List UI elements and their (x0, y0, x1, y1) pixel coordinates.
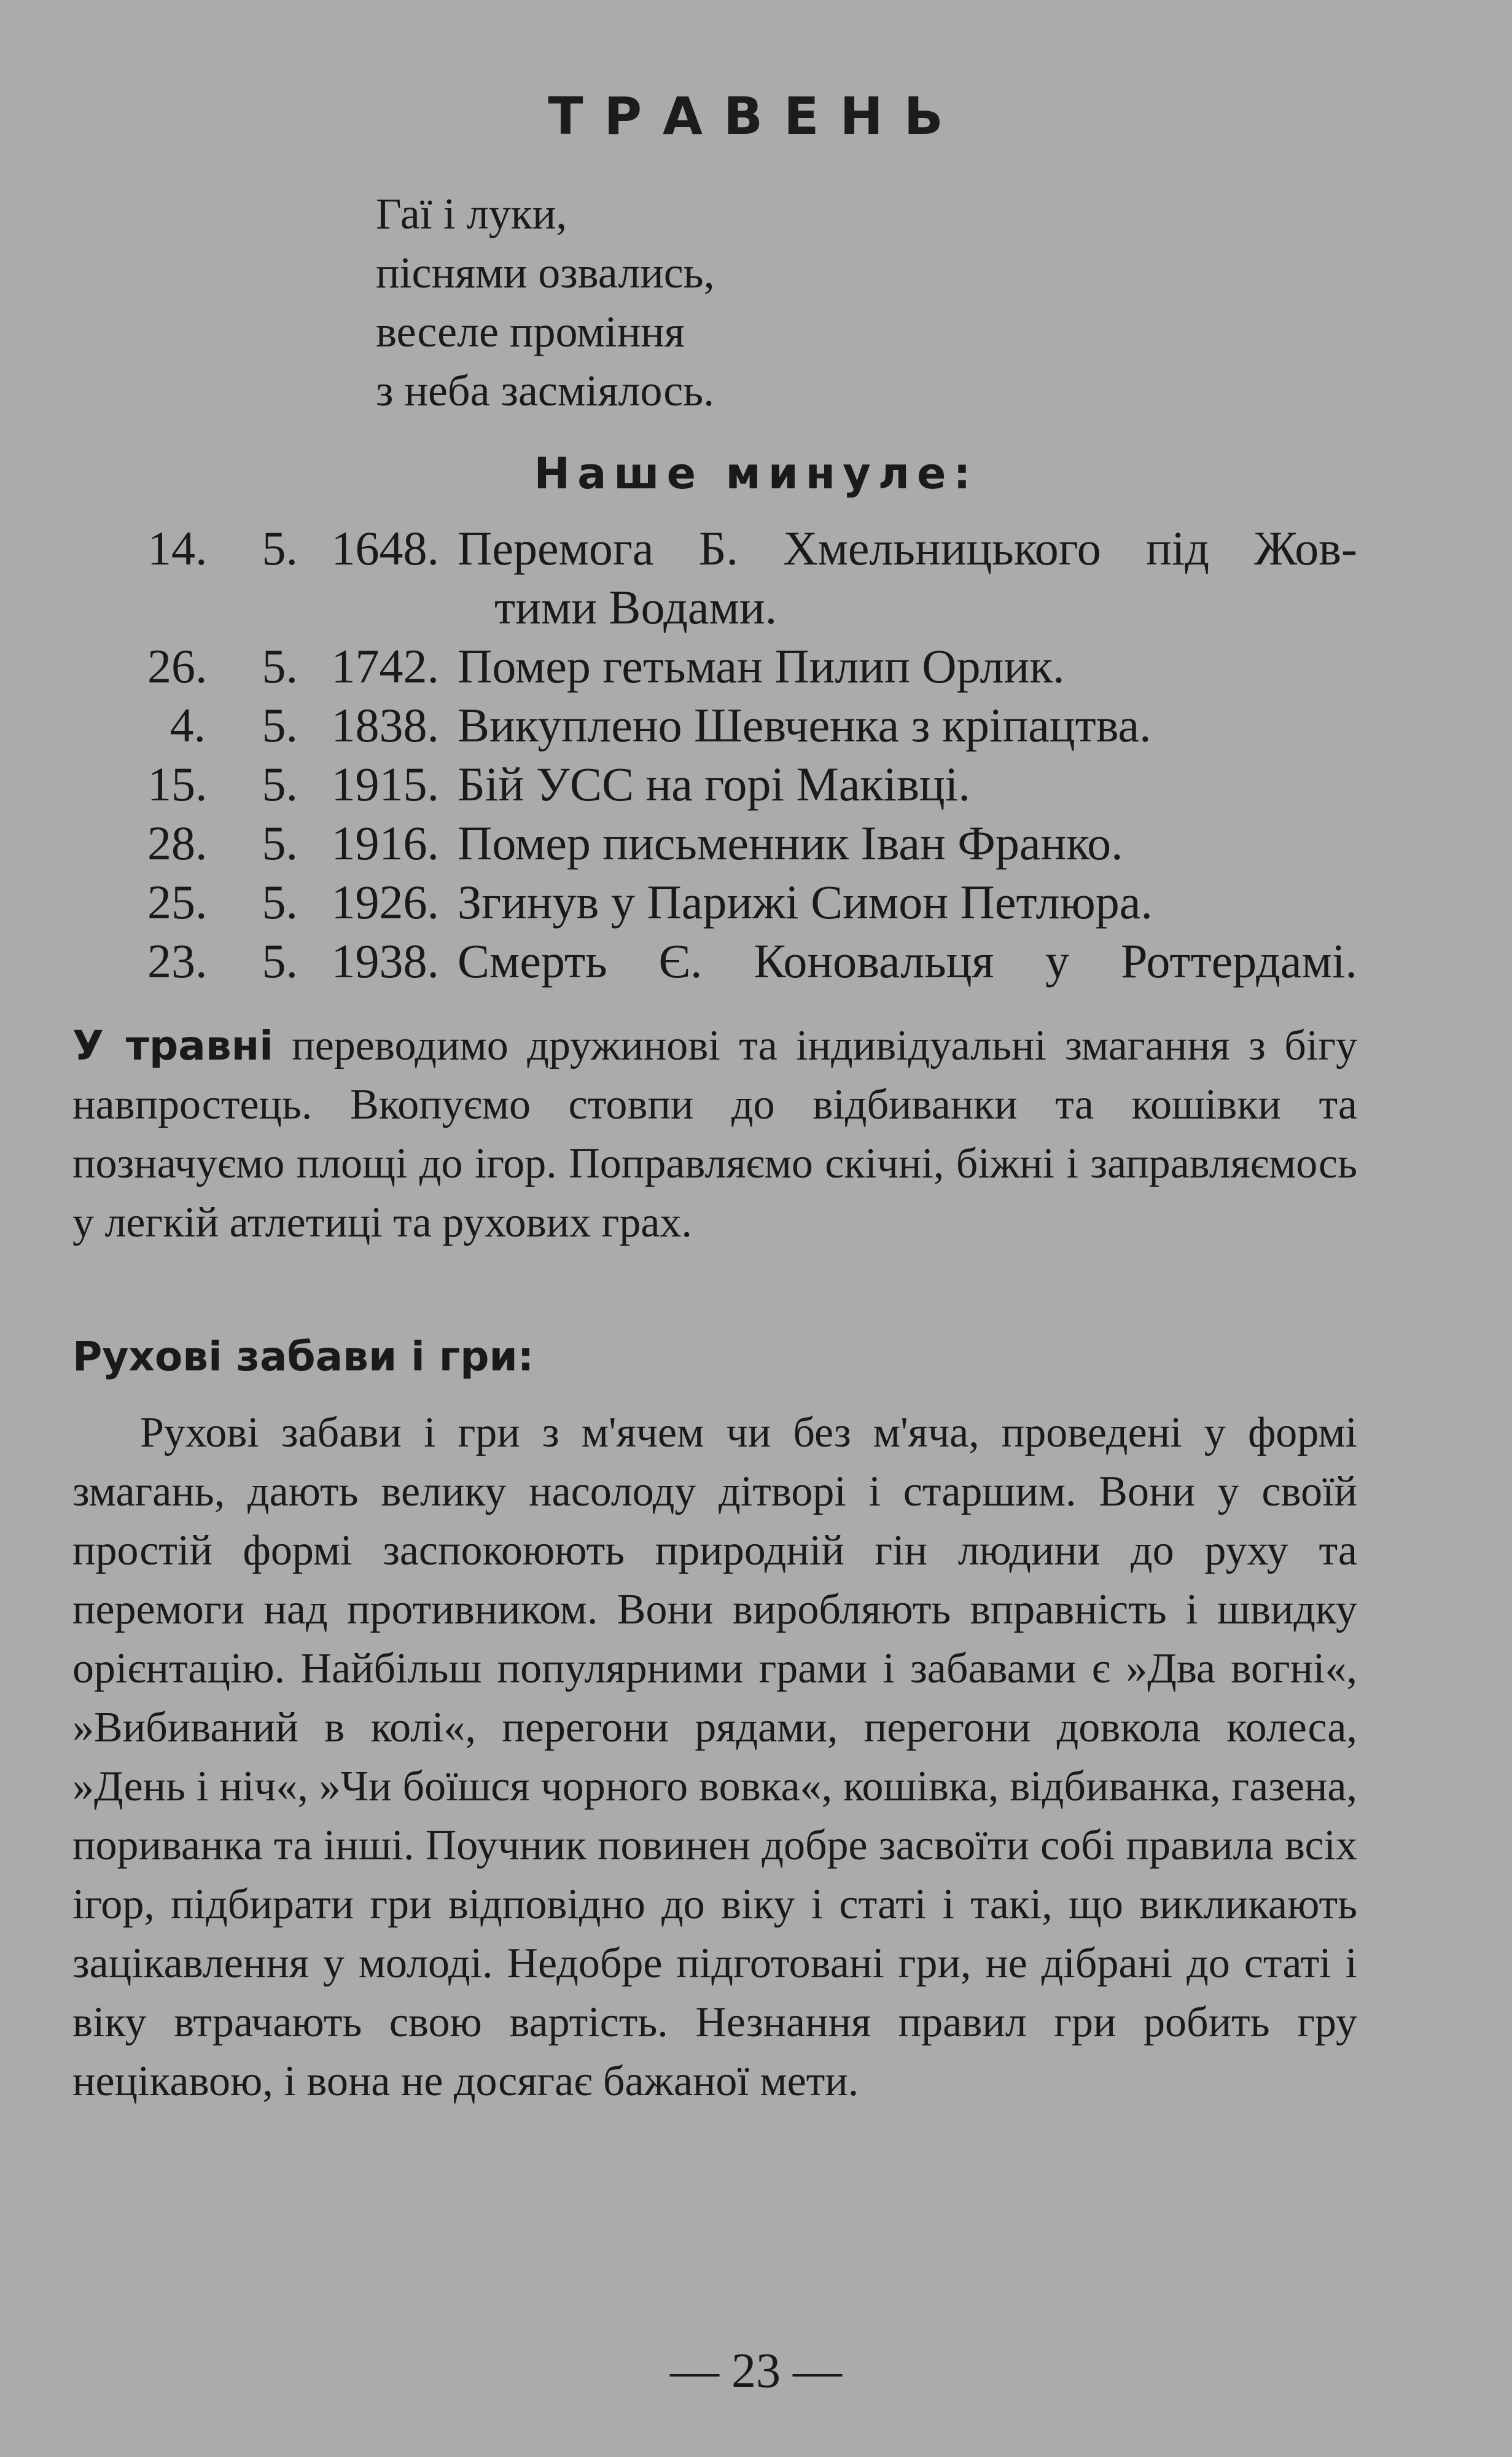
event-day: 25. (147, 875, 208, 929)
event-year: 1742. (331, 639, 439, 693)
event-month: 5. (262, 816, 298, 870)
event-row (147, 932, 1357, 991)
poem-line: Гаї і луки, (376, 189, 567, 238)
event-day: 14. (147, 521, 208, 575)
event-text: Викуплено Шевченка з кріпацтва. (458, 698, 1152, 752)
past-heading: Наше минуле: (534, 448, 978, 499)
event-month: 5. (262, 698, 298, 752)
event-text: Перемога Б. Хмельницького під Жов- (458, 521, 1357, 575)
event-day: 23. (147, 934, 208, 988)
event-row (147, 696, 1357, 755)
event-year: 1915. (331, 757, 439, 811)
poem (376, 184, 715, 420)
event-row (147, 637, 1357, 696)
event-year: 1926. (331, 875, 439, 929)
event-month: 5. (262, 934, 298, 988)
may-text: переводимо дружинові та індивідуальні змагання з бігу навпростець. Вкопуємо стовпи до відбиванки та кошівки та позначуємо площі до ігор. Поправляємо скічні, біжні і заправляємось у легкій атлетиці та рухових грах. (72, 1022, 1357, 1246)
event-month: 5. (262, 757, 298, 811)
poem-line: з неба засміялось. (376, 366, 715, 415)
event-month: 5. (262, 521, 298, 575)
event-text: Згинув у Парижі Симон Петлюра. (458, 875, 1153, 929)
event-month: 5. (262, 639, 298, 693)
event-year: 1938. (331, 934, 439, 988)
may-lead: У травні (72, 1022, 273, 1069)
event-row (147, 873, 1357, 932)
page-title: ТРАВЕНЬ (548, 86, 964, 146)
event-day: 26. (147, 639, 208, 693)
event-text: Помер письменник Іван Франко. (458, 816, 1123, 870)
games-heading: Рухові забави і гри: (72, 1333, 534, 1380)
may-paragraph (72, 1017, 1357, 1252)
poem-line: піснями озвались, (376, 248, 715, 297)
event-day: 15. (147, 757, 208, 811)
event-text: Смерть Є. Коновальця у Роттердамі. (458, 934, 1357, 988)
page-number: — 23 — (670, 2344, 842, 2398)
poem-line: веселе проміння (376, 307, 685, 356)
event-month: 5. (262, 875, 298, 929)
games-paragraph: Рухові забави і гри з м'ячем чи без м'яча, проведені у формі змагань, дають велику насолоду дітворі і старшим. Вони у своїй простій формі заспокоюють природній гін людини до руху та перемоги над противником. Вони виробляють вправність і швидку орієнтацію. Найбільш популярними грами і забавами є »Два вогні«, »Вибиваний в колі«, перегони рядами, перегони довкола колеса, »День і ніч«, »Чи боїшся чорного вовка«, кошівка, відбиванка, газена, пориванка та інші. Поучник повинен добре засвоїти собі правила всіх ігор, підбирати гри відповідно до віку і статі і такі, що викликають зацікавлення у молоді. Недобре підготовані гри, не дібрані до статі і віку втрачають свою вартість. Незнання правил гри робить гру нецікавою, і вона не досягає бажаної мети. (72, 1409, 1357, 2105)
event-text: Помер гетьман Пилип Орлик. (458, 639, 1065, 693)
event-row (147, 814, 1357, 873)
event-text-continuation: тими Водами. (494, 580, 777, 634)
events-list (147, 519, 1357, 991)
event-row (147, 755, 1357, 814)
event-row (147, 519, 1357, 578)
event-year: 1916. (331, 816, 439, 870)
event-year: 1648. (331, 521, 439, 575)
event-text: Бій УСС на горі Маківці. (458, 757, 970, 811)
event-day: 28. (147, 816, 208, 870)
event-day: 4. (170, 698, 206, 752)
event-year: 1838. (331, 698, 439, 752)
